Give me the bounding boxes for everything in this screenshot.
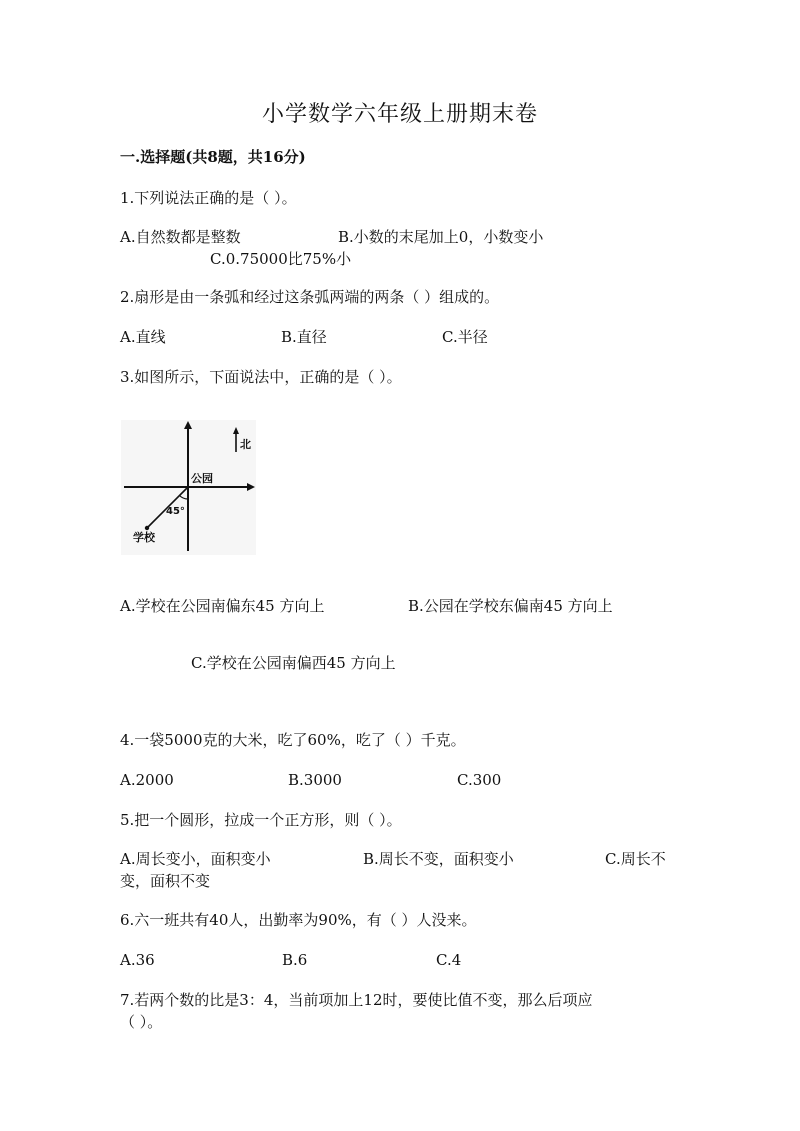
question-2-option-a: A.直线 <box>120 328 166 346</box>
question-7-stem: 7.若两个数的比是3：4，当前项加上12时，要使比值不变，那么后项应 <box>120 991 593 1009</box>
question-6-option-b: B.6 <box>282 951 308 969</box>
question-4-option-c: C.300 <box>457 771 502 789</box>
question-7-stem-cont: （ ）。 <box>120 1013 163 1031</box>
horizontal-arrowhead <box>247 483 255 491</box>
question-5-option-c: C.周长不 <box>605 850 666 868</box>
question-4-option-b: B.3000 <box>288 771 342 789</box>
school-point <box>145 526 149 530</box>
question-2-option-c: C.半径 <box>442 328 488 346</box>
question-4-option-a: A.2000 <box>120 771 174 789</box>
question-3-option-a: A.学校在公园南偏东45 方向上 <box>120 597 325 615</box>
question-5-option-a: A.周长变小，面积变小 <box>120 850 271 868</box>
question-1-stem: 1.下列说法正确的是（ ）。 <box>120 189 297 207</box>
question-1-option-a: A.自然数都是整数 <box>120 228 241 246</box>
question-1-option-c: C.0.75000比75%小 <box>210 250 352 268</box>
question-4-stem: 4.一袋5000克的大米，吃了60%，吃了（ ）千克。 <box>120 731 466 749</box>
north-label: 北 <box>240 438 251 451</box>
question-6-option-c: C.4 <box>436 951 462 969</box>
direction-figure <box>121 420 256 555</box>
school-label: 学校 <box>133 531 155 544</box>
question-3-option-c: C.学校在公园南偏西45 方向上 <box>191 654 396 672</box>
question-1-option-b: B.小数的末尾加上0，小数变小 <box>338 228 544 246</box>
question-2-stem: 2.扇形是由一条弧和经过这条弧两端的两条（ ）组成的。 <box>120 288 500 306</box>
section-heading: 一.选择题(共8题，共16分) <box>120 148 306 166</box>
park-label: 公园 <box>191 472 213 485</box>
question-6-option-a: A.36 <box>120 951 155 969</box>
question-5-stem: 5.把一个圆形，拉成一个正方形，则（ ）。 <box>120 811 402 829</box>
north-arrow-icon <box>233 427 239 434</box>
question-2-option-b: B.直径 <box>281 328 327 346</box>
question-5-option-b: B.周长不变，面积变小 <box>363 850 514 868</box>
angle-label: 45° <box>166 506 185 517</box>
question-3-option-b: B.公园在学校东偏南45 方向上 <box>408 597 613 615</box>
question-5-option-c-cont: 变，面积不变 <box>120 872 211 890</box>
angle-arc <box>180 496 189 500</box>
question-3-stem: 3.如图所示，下面说法中，正确的是（ ）。 <box>120 368 402 386</box>
question-6-stem: 6.六一班共有40人，出勤率为90%，有（ ）人没来。 <box>120 911 477 929</box>
page-title: 小学数学六年级上册期末卷 <box>261 102 538 127</box>
vertical-arrowhead <box>184 421 192 429</box>
